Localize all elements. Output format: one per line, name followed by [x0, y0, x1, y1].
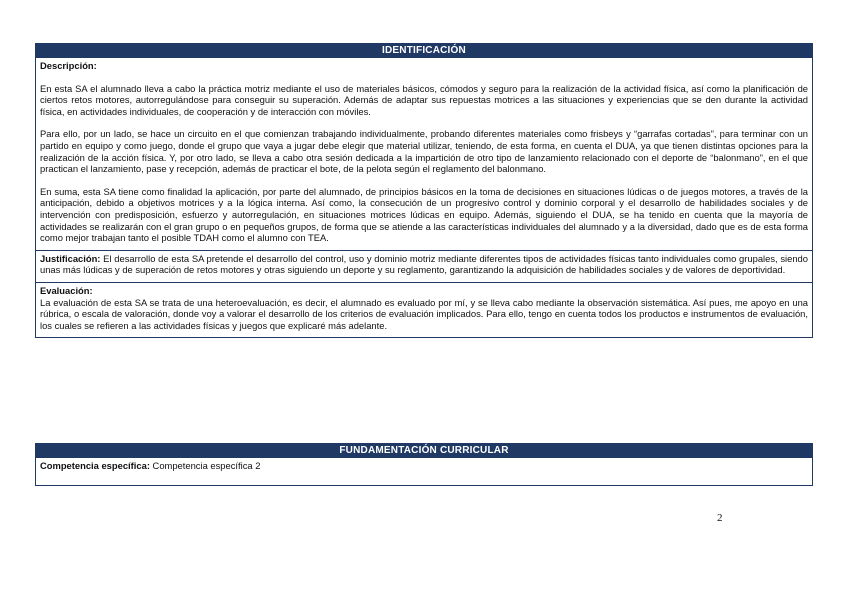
descripcion-cell: [36, 57, 812, 250]
descripcion-label: Descripción:: [40, 60, 97, 71]
descripcion-paragraph-1: En esta SA el alumnado lleva a cabo la práctica motriz mediante el uso de materiales básicos, cómodos y seguro para la realización de la actividad física, así como la planificación de ciertos retos motores, autorregulándose para conseguir su superación. Además de adaptar sus repuestas motrices a las situaciones y experiencias que se den durante la actividad física, en actividades individuales, de cooperación y de interacción con móviles.: [40, 82, 808, 117]
fundamentacion-header: FUNDAMENTACIÓN CURRICULAR: [36, 444, 812, 457]
fundamentacion-table: [35, 443, 813, 486]
descripcion-paragraph-3: En suma, esta SA tiene como finalidad la aplicación, por parte del alumnado, de principios básicos en la toma de decisiones en situaciones lúdicas o de juegos motores, a través de la anticipación, debido a objetivos motrices y a la lógica interna. Así como, la consecución de un progresivo control y dominio corporal y el desarrollo de habilidades sociales y de intervención con predisposición, esfuerzo y autorregulación, en situaciones motrices lúdicas en equipo. Además, siguiendo el DUA, se ha tenido en cuenta que la mayoría de actividades se realizarán con el gran grupo o en pequeños grupos, de forma que se atiende a las características individuales del alumnado y a la diversidad, dado que es de esta forma como mejor trabajan tanto el posible TDAH como el alumno con TEA.: [40, 185, 808, 244]
page-number: 2: [717, 512, 723, 524]
identificacion-table: [35, 43, 813, 338]
evaluacion-cell: [36, 282, 812, 337]
justificacion-label: Justificación:: [40, 252, 101, 264]
evaluacion-label: Evaluación:: [40, 284, 93, 296]
competencia-label: Competencia específica:: [40, 460, 150, 471]
identificacion-header: IDENTIFICACIÓN: [36, 44, 812, 57]
justificacion-cell: [36, 250, 812, 282]
competencia-value: Competencia específica 2: [149, 460, 261, 471]
justificacion-text: El desarrollo de esta SA pretende el desarrollo del control, uso y dominio motriz mediante diferentes tipos de actividades físicas tanto individuales como grupales, siendo unas más lúdicas y de superación de retos motores y otras siguiendo un deporte y su reglamento, garantizando la adquisición de habilidades sociales y de valores de deportividad.: [40, 252, 808, 276]
evaluacion-text: La evaluación de esta SA se trata de una heteroevaluación, es decir, el alumnado es evaluado por mí, y se lleva cabo mediante la observación sistemática. Así pues, me apoyo en una rúbrica, o escala de valoración, donde voy a valorar el desarrollo de los criterios de evaluación implicados. Para ello, tengo en cuenta todos los productos e instrumentos de evaluación, los cuales se refieren a las actividades físicas y juegos que explicaré más adelante.: [40, 296, 808, 331]
descripcion-paragraph-2: Para ello, por un lado, se hace un circuito en el que comienzan trabajando individualmente, probando diferentes materiales como frisbeys y “garrafas cortadas”, para terminar con un partido en equipo y como juego, donde el grupo que vaya a jugar debe elegir que material utilizar, teniendo, de esta forma, en cuenta el DUA, ya que tienen distintas opciones para la realización de la acción física. Y, por otro lado, se lleva a cabo otra sesión dedicada a la impartición de otro tipo de lanzamiento relacionado con el deporte de “balonmano”, en el que practican el lanzamiento, pase y recepción, además de practicar el bote, de la pelota según el reglamento del balonmano.: [40, 128, 808, 175]
competencia-cell: [36, 457, 812, 485]
